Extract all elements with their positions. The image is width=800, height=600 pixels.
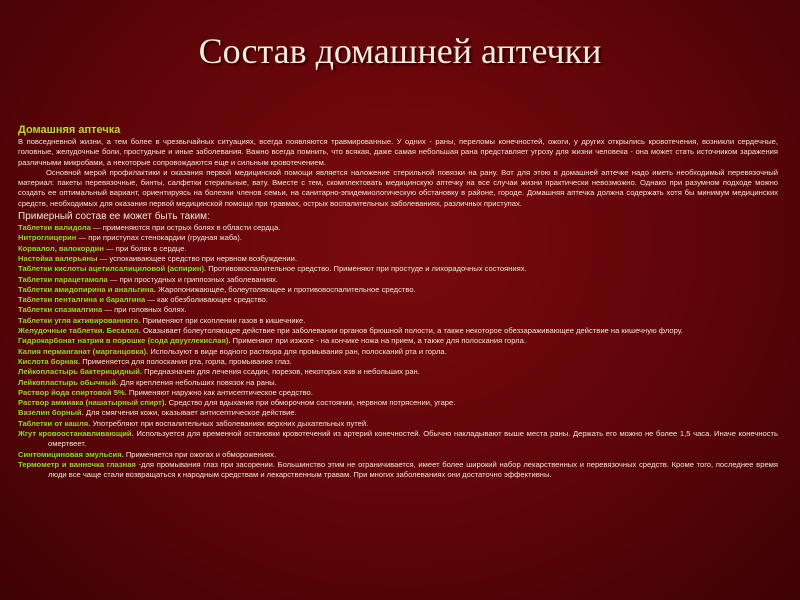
item-name: Кислота борная. bbox=[18, 356, 81, 366]
item-text: Применяется при ожогах и обморожениях. bbox=[123, 449, 277, 459]
item-name: Синтомициновая эмульсия. bbox=[18, 449, 124, 459]
item-text: Оказывает болеутоляющее действие при заболевании органов брюшной полости, а также некоторое обеззараживающее действие на кишечную флору. bbox=[140, 326, 683, 336]
item-text: Для крепления небольших повязок на раны. bbox=[118, 377, 277, 387]
item-name: Жгут кровоостанавливающий. bbox=[18, 429, 134, 439]
item-text: Употребляют при воспалительных заболеваниях верхних дыхательных путей. bbox=[90, 418, 369, 428]
list-item bbox=[18, 460, 778, 481]
item-name: Корвалол, валокордин bbox=[18, 243, 104, 253]
list-item bbox=[18, 264, 778, 274]
item-name: Таблетки от кашля. bbox=[18, 418, 91, 428]
list-item bbox=[18, 316, 778, 326]
item-text: — при простудных и гриппозных заболеваниях. bbox=[107, 274, 279, 284]
item-name: Гидрокарбонат натрия в порошке (сода двууглекислая). bbox=[18, 336, 231, 346]
item-text: -для промывания глаз при засорении. Большинство этим не ограничивается, имеет более широкий набор лекарственных и перевязочных средств. Кроме того, последнее время люди все чаще стали возвращаться к народным средствам и лекарственным травам. При многих заболеваниях они достаточно эффективны. bbox=[48, 459, 778, 480]
list-item bbox=[18, 336, 778, 346]
list-item bbox=[18, 295, 778, 305]
list-item bbox=[18, 347, 778, 357]
item-text: Применяется для полоскания рта, горла, промывания глаз. bbox=[80, 356, 292, 366]
list-item bbox=[18, 223, 778, 233]
intro-paragraph: Основной мерой профилактики и оказания первой медицинской помощи является наложение стерильной повязки на рану. Вот для этою в домашней аптечке надо иметь необходимый перевязочный материал: пакеты перевязочные, бинты, салфетки стерильные, вату. Вместе с тем, скомплектовать медицинскую аптечку на все случаи жизни практически невозможно. Однако при разумном подходе можно создать ее оптимальный вариант, ориентируясь на болезни членов семьи, на санитарно-эпидемиологическую обстановку в районе, городе. Домашняя аптечка должна содержать хотя бы минимум медицинских средств, необходимых для оказания первой медицинской помощи при травмах, острых воспалительных заболеваниях, различных приступах. bbox=[18, 167, 778, 208]
list-title: Примерный состав ее может быть таким: bbox=[18, 211, 210, 223]
item-name: Калия перманганат (марганцовка). bbox=[18, 346, 149, 356]
intro-paragraph: В повседневной жизни, а тем более в чрезвычайных ситуациях, всегда появляются травмированные. У одних - раны, переломы конечностей, ожоги, у других открылись кровотечения, возникли сердечные, головные, желудочные боли, простудные и иные заболевания. Важно всегда помнить, что всякая, даже самая небольшая рана представляет угрозу для жизни человека - она может стать источником заражения различными микробами, а некоторые сопровождаются еще и сильным кровотечением. bbox=[18, 137, 778, 167]
item-name: Таблетки спазмалгина bbox=[18, 305, 103, 315]
item-text: — при болях в сердце. bbox=[103, 243, 187, 253]
item-text: Жаропонижающее, болеутоляющее и противовоспалительное средство. bbox=[155, 284, 416, 294]
list-item bbox=[18, 398, 778, 408]
item-text: Предназначен для лечения ссадин, порезов, некоторых язв и небольших ран. bbox=[142, 367, 420, 377]
item-text: Для смягчения кожи, оказывает антисептическое действие. bbox=[83, 408, 297, 418]
item-text: Используется для временной остановки кровотечений из артерий конечностей. Обычно накладывают выше места раны. Держать его можно не более 1,5 часа. Иначе конечность омертвеет. bbox=[48, 429, 778, 449]
item-name: Таблетки амидопирина и анальгина. bbox=[18, 284, 156, 294]
item-text: — при приступах стенокардии (грудная жаба). bbox=[76, 233, 242, 243]
list-item bbox=[18, 450, 778, 460]
item-text: — при головных болях. bbox=[102, 305, 187, 315]
list-item bbox=[18, 378, 778, 388]
item-text: Используют в виде водного раствора для промывания ран, полосканий рта и горла. bbox=[148, 346, 447, 356]
list-item bbox=[18, 305, 778, 315]
list-item bbox=[18, 275, 778, 285]
item-name: Раствор йода спиртовой 5%. bbox=[18, 387, 127, 397]
list-item bbox=[18, 233, 778, 243]
item-name: Таблетки парацетамола bbox=[18, 274, 108, 284]
intro-text bbox=[18, 137, 778, 209]
item-name: Раствор аммиака (нашатырный спирт). bbox=[18, 398, 167, 408]
item-text: Противовоспалительное средство. Применяют при простуде и лихорадочных состояниях. bbox=[206, 264, 527, 274]
list-item bbox=[18, 326, 778, 336]
item-text: — как обезболивающее средство. bbox=[145, 295, 268, 305]
item-name: Вазелин борный. bbox=[18, 408, 84, 418]
item-text: — применяются при острых болях в области сердца. bbox=[90, 223, 281, 233]
item-name: Таблетки кислоты ацетилсалициловой (аспирин). bbox=[18, 264, 207, 274]
list-item bbox=[18, 419, 778, 429]
list-item bbox=[18, 388, 778, 398]
item-text: Применяют при изжоге - на кончике ножа на прием, а также для полоскания горла. bbox=[230, 336, 526, 346]
section-heading: Домашняя аптечка bbox=[18, 124, 121, 136]
list-item bbox=[18, 285, 778, 295]
list-item bbox=[18, 429, 778, 450]
list-item bbox=[18, 408, 778, 418]
item-name: Лейкопластырь бактерицидный. bbox=[18, 367, 143, 377]
list-item bbox=[18, 357, 778, 367]
item-name: Желудочные таблетки. Бесалол. bbox=[18, 326, 141, 336]
medicine-list bbox=[18, 223, 778, 480]
slide-title: Состав домашней аптечки bbox=[198, 31, 602, 71]
item-name: Лейкопластырь обычный. bbox=[18, 377, 119, 387]
item-text: — успокаивающее средство при нервном возбуждении. bbox=[97, 253, 297, 263]
list-item bbox=[18, 367, 778, 377]
item-text: Средство для вдыхания при обморочном состоянии, нервном потрясении, угаре. bbox=[166, 398, 456, 408]
item-name: Таблетки угля активированного. bbox=[18, 315, 141, 325]
item-name: Настойка валерьяны bbox=[18, 253, 98, 263]
item-name: Таблетки пенталгина и баралгина bbox=[18, 295, 146, 305]
item-text: Применяют при скоплении газов в кишечнике. bbox=[140, 315, 306, 325]
item-text: Применяют наружно как антисептическое средство. bbox=[126, 387, 313, 397]
slide-content bbox=[18, 124, 778, 481]
item-name: Нитроглицерин bbox=[18, 233, 77, 243]
item-name: Термометр и ванночка глазная bbox=[18, 459, 136, 469]
list-item bbox=[18, 254, 778, 264]
item-name: Таблетки валидола bbox=[18, 223, 91, 233]
list-item bbox=[18, 244, 778, 254]
